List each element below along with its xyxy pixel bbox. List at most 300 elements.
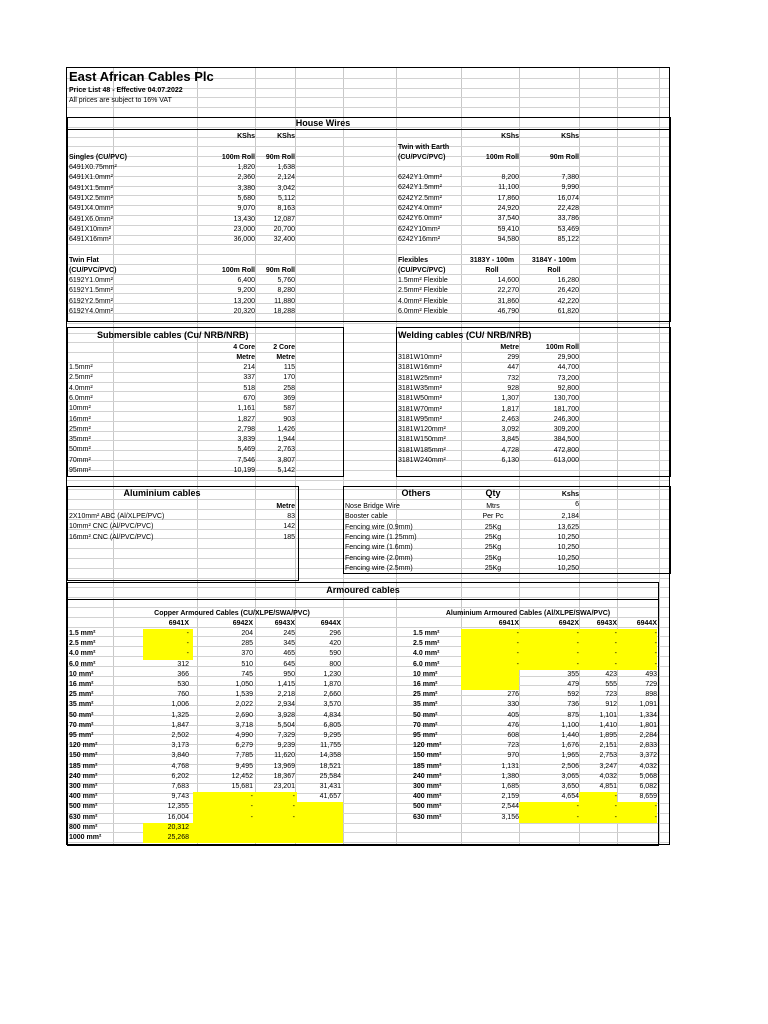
- welding-row-cell: 732: [507, 374, 519, 382]
- copper-column-header: 6943X: [274, 620, 295, 627]
- others-row-cell: Fencing wire (2.5mm): [345, 564, 413, 572]
- twin-earth-row-cell: 6242Y4.0mm²: [398, 204, 442, 212]
- price-list-sheet: [66, 67, 670, 845]
- copper-armoured-row-cell: 6,805: [323, 721, 341, 729]
- copper-armoured-row-cell: 41,657: [319, 793, 341, 801]
- singles-row-cell: 6491X1.5mm²: [69, 184, 113, 192]
- singles-row-cell: 6491X16mm²: [69, 236, 112, 244]
- copper-armoured-row-cell: -: [292, 813, 295, 821]
- submersible-row-cell: 95mm²: [69, 467, 91, 474]
- singles-row-cell: 3,380: [237, 184, 255, 192]
- twin-earth-label-2: (CU/PVC/PVC): [398, 154, 446, 161]
- submersible-row-cell: 25mm²: [69, 425, 91, 433]
- aluminium-row-cell: 16mm² CNC (Al/PVC/PVC): [69, 533, 154, 541]
- others-row-cell: 25Kg: [484, 544, 502, 552]
- aluminium-armoured-row-cell: 970: [507, 752, 519, 760]
- submersible-col-4core-unit: Metre: [236, 354, 255, 361]
- twin-flat-row-cell: 6192Y2.5mm²: [69, 297, 113, 305]
- aluminium-armoured-row-cell: 1,676: [561, 742, 579, 750]
- twin-earth-row-cell: 85,122: [557, 235, 579, 243]
- aluminium-armoured-row-cell: 1,965: [561, 752, 579, 760]
- flexibles-row-cell: 42,220: [557, 297, 579, 305]
- submersible-row-cell: 35mm²: [69, 436, 91, 444]
- copper-armoured-row-cell: 70 mm²: [69, 721, 94, 729]
- others-row-cell: Fencing wire (2.0mm): [345, 554, 413, 562]
- aluminium-armoured-row-cell: -: [654, 813, 657, 821]
- others-row-cell: Fencing wire (1.6mm): [345, 544, 413, 552]
- twin-earth-row-cell: 6242Y6.0mm²: [398, 215, 442, 223]
- copper-armoured-row-cell: 1,006: [171, 701, 189, 709]
- twin-earth-currency-1: KShs: [501, 133, 519, 140]
- twin-earth-row-cell: 24,920: [497, 204, 519, 212]
- welding-row-cell: 3181W35mm²: [398, 384, 442, 392]
- copper-armoured-row-cell: 9,495: [235, 762, 253, 770]
- aluminium-armoured-row-cell: 276: [507, 691, 519, 699]
- twin-earth-row-cell: 59,410: [497, 225, 519, 233]
- submersible-row-cell: 518: [243, 384, 255, 392]
- singles-row-cell: 6491X2.5mm²: [69, 194, 113, 202]
- vat-note: All prices are subject to 16% VAT: [69, 97, 172, 104]
- copper-armoured-row-cell: 5,504: [277, 721, 295, 729]
- aluminium-armoured-row-cell: 2.5 mm²: [413, 640, 440, 648]
- copper-armoured-row-cell: 3,173: [171, 742, 189, 750]
- welding-row-cell: 92,800: [557, 384, 579, 392]
- flexibles-row-cell: 46,790: [497, 307, 519, 315]
- aluminium-column-header: 6942X: [558, 620, 579, 627]
- submersible-row-cell: 258: [283, 384, 295, 392]
- submersible-row-cell: 10mm²: [69, 405, 91, 413]
- copper-armoured-row-cell: 6,279: [235, 742, 253, 750]
- welding-row-cell: 3181W240mm²: [398, 457, 446, 464]
- singles-row-cell: 13,430: [233, 215, 255, 223]
- flexibles-row-cell: 61,820: [557, 307, 579, 315]
- aluminium-armoured-row-cell: -: [654, 803, 657, 811]
- twin-flat-col-100m: 100m Roll: [221, 267, 255, 274]
- others-row-cell: 13,625: [557, 523, 579, 531]
- aluminium-armoured-row-cell: 1,131: [501, 762, 519, 770]
- copper-armoured-row-cell: 25,268: [167, 834, 189, 841]
- aluminium-armoured-row-cell: 8,659: [639, 793, 657, 801]
- aluminium-armoured-row-cell: -: [576, 640, 579, 648]
- copper-armoured-row-cell: 7,785: [235, 752, 253, 760]
- grid-row-line: [67, 323, 669, 324]
- copper-armoured-row-cell: -: [250, 803, 253, 811]
- welding-row-cell: 3181W95mm²: [398, 415, 442, 423]
- house-wires-title: House Wires: [295, 118, 351, 128]
- aluminium-armoured-row-cell: 723: [507, 742, 519, 750]
- submersible-row-cell: 587: [283, 405, 295, 413]
- singles-currency-1: KShs: [237, 133, 255, 140]
- copper-armoured-row-cell: 185 mm²: [69, 762, 98, 770]
- flexibles-row-cell: 31,860: [497, 297, 519, 305]
- singles-row-cell: 5,112: [278, 194, 295, 202]
- submersible-row-cell: 6.0mm²: [69, 394, 93, 402]
- aluminium-armoured-row-cell: 1.5 mm²: [413, 630, 440, 637]
- welding-row-cell: 44,700: [557, 364, 579, 372]
- aluminium-armoured-row-cell: 2,506: [561, 762, 579, 770]
- aluminium-armoured-row-cell: 423: [605, 670, 617, 678]
- aluminium-armoured-row-cell: 2,753: [599, 752, 617, 760]
- flexibles-col-3184y: 3184Y - 100m: [531, 257, 577, 264]
- copper-armoured-row-cell: 345: [283, 640, 295, 648]
- twin-earth-row-cell: 7,380: [561, 174, 579, 181]
- aluminium-armoured-row-cell: 723: [605, 691, 617, 699]
- copper-armoured-row-cell: 3,570: [323, 701, 341, 709]
- twin-earth-row-cell: 11,100: [498, 184, 519, 192]
- welding-row-cell: 4,728: [501, 446, 519, 454]
- twin-earth-row-cell: 33,786: [557, 215, 579, 223]
- copper-armoured-row-cell: 11,755: [320, 742, 341, 750]
- copper-armoured-row-cell: 16,004: [167, 813, 189, 821]
- aluminium-armoured-row-cell: -: [614, 813, 617, 821]
- company-name: East African Cables Plc: [69, 69, 214, 84]
- copper-armoured-row-cell: 300 mm²: [69, 783, 98, 790]
- twin-earth-col-100m: 100m Roll: [485, 154, 519, 161]
- copper-armoured-row-cell: 3,718: [235, 721, 253, 729]
- aluminium-armoured-row-cell: 300 mm²: [413, 783, 442, 790]
- submersible-row-cell: 5,469: [237, 446, 255, 454]
- aluminium-armoured-row-cell: -: [576, 650, 579, 658]
- copper-armoured-row-cell: 23,201: [273, 783, 295, 790]
- aluminium-armoured-row-cell: 630 mm²: [413, 813, 442, 821]
- aluminium-armoured-row-cell: 1,334: [639, 711, 657, 719]
- aluminium-armoured-row-cell: 2,833: [639, 742, 657, 750]
- twin-earth-row-cell: 22,428: [557, 204, 579, 212]
- aluminium-armoured-row-cell: 330: [507, 701, 519, 709]
- aluminium-row-cell: 10mm² CNC (Al/PVC/PVC): [69, 523, 154, 531]
- welding-col-roll: 100m Roll: [545, 344, 579, 351]
- aluminium-armoured-row-cell: -: [576, 813, 579, 821]
- copper-armoured-row-cell: 296: [329, 630, 341, 637]
- submersible-row-cell: 2,798: [237, 425, 255, 433]
- copper-armoured-row-cell: 12,355: [167, 803, 189, 811]
- aluminium-armoured-row-cell: 898: [645, 691, 657, 699]
- copper-armoured-row-cell: 35 mm²: [69, 701, 94, 709]
- twin-earth-row-cell: 6242Y2.5mm²: [398, 194, 442, 202]
- copper-armoured-row-cell: 25 mm²: [69, 691, 94, 699]
- others-row-cell: 25Kg: [484, 564, 502, 572]
- aluminium-armoured-row-cell: 2,544: [501, 803, 519, 811]
- aluminium-armoured-row-cell: 500 mm²: [413, 803, 442, 811]
- aluminium-armoured-row-cell: 1,380: [501, 772, 519, 780]
- copper-armoured-row-cell: 150 mm²: [69, 752, 98, 760]
- aluminium-armoured-row-cell: 729: [645, 681, 657, 688]
- twin-earth-row-cell: 16,074: [557, 194, 579, 202]
- twin-earth-row-cell: 94,580: [497, 235, 519, 243]
- submersible-row-cell: 170: [283, 374, 295, 382]
- aluminium-armoured-row-cell: 150 mm²: [413, 752, 442, 760]
- others-kshs-label: Kshs: [561, 491, 579, 498]
- others-row-cell: Nose Bridge Wire: [345, 503, 400, 510]
- copper-armoured-row-cell: 2,218: [277, 691, 295, 699]
- others-row-cell: 10,250: [557, 564, 579, 572]
- singles-row-cell: 23,000: [233, 225, 255, 233]
- twin-flat-row-cell: 9,200: [237, 287, 255, 295]
- flexibles-row-cell: 26,420: [557, 287, 579, 295]
- aluminium-armoured-row-cell: 4,032: [599, 772, 617, 780]
- twin-earth-row-cell: 6242Y16mm²: [398, 235, 441, 243]
- copper-armoured-row-cell: -: [250, 813, 253, 821]
- flexibles-col-3183y-unit: Roll: [485, 267, 499, 274]
- copper-armoured-title: Copper Armoured Cables (CU/XLPE/SWA/PVC): [154, 610, 310, 617]
- twin-earth-row-cell: 9,990: [561, 184, 579, 192]
- copper-armoured-row-cell: -: [292, 793, 295, 801]
- twin-earth-row-cell: 6242Y1.5mm²: [398, 184, 442, 192]
- copper-armoured-row-cell: 16 mm²: [69, 681, 94, 688]
- welding-row-cell: 181,700: [553, 405, 579, 413]
- flexibles-row-cell: 6.0mm² Flexible: [398, 307, 448, 315]
- copper-armoured-row-cell: 1,870: [323, 681, 341, 688]
- aluminium-col-metre: Metre: [276, 503, 295, 510]
- copper-armoured-row-cell: -: [186, 640, 189, 648]
- twin-earth-col-90m: 90m Roll: [549, 154, 579, 161]
- twin-earth-row-cell: 6242Y10mm²: [398, 225, 441, 233]
- submersible-row-cell: 115: [283, 364, 295, 371]
- submersible-row-cell: 1,161: [237, 405, 255, 413]
- aluminium-armoured-row-cell: 35 mm²: [413, 701, 438, 709]
- copper-armoured-row-cell: 18,367: [273, 772, 295, 780]
- flexibles-row-cell: 16,280: [557, 277, 579, 284]
- aluminium-armoured-row-cell: 1,801: [639, 721, 657, 729]
- aluminium-armoured-row-cell: -: [614, 650, 617, 658]
- aluminium-armoured-row-cell: 592: [567, 691, 579, 699]
- copper-armoured-row-cell: 760: [177, 691, 189, 699]
- singles-group-label: Singles (CU/PVC): [69, 154, 127, 161]
- copper-armoured-row-cell: 590: [329, 650, 341, 658]
- aluminium-armoured-row-cell: 355: [567, 670, 579, 678]
- flexibles-label-1: Flexibles: [398, 257, 428, 264]
- submersible-row-cell: 2,763: [277, 446, 295, 454]
- copper-armoured-row-cell: 312: [177, 660, 189, 668]
- singles-row-cell: 6491X6.0mm²: [69, 215, 113, 223]
- singles-row-cell: 2,360: [237, 174, 255, 182]
- twin-earth-row-cell: 17,860: [497, 194, 519, 202]
- aluminium-armoured-row-cell: -: [516, 640, 519, 648]
- flexibles-row-cell: 4.0mm² Flexible: [398, 297, 448, 305]
- submersible-row-cell: 70mm²: [69, 456, 91, 464]
- twin-flat-row-cell: 20,320: [233, 307, 255, 315]
- aluminium-armoured-row-cell: 912: [605, 701, 617, 709]
- singles-row-cell: 5,680: [237, 194, 255, 202]
- aluminium-armoured-row-cell: 6.0 mm²: [413, 660, 440, 668]
- submersible-row-cell: 3,807: [277, 456, 295, 464]
- singles-row-cell: 2,124: [277, 174, 295, 182]
- copper-armoured-row-cell: 510: [241, 660, 253, 668]
- flexibles-label-2: (CU/PVC/PVC): [398, 267, 446, 274]
- submersible-row-cell: 1,426: [277, 425, 295, 433]
- copper-armoured-row-cell: 2,660: [323, 691, 341, 699]
- aluminium-armoured-row-cell: 476: [507, 721, 519, 729]
- copper-armoured-row-cell: 4,834: [323, 711, 341, 719]
- copper-armoured-row-cell: 800 mm²: [69, 823, 98, 831]
- singles-row-cell: 32,400: [273, 236, 295, 244]
- twin-earth-label-1: Twin with Earth: [398, 144, 450, 151]
- copper-armoured-row-cell: 12,452: [231, 772, 253, 780]
- welding-row-cell: 3181W25mm²: [398, 374, 442, 382]
- copper-armoured-row-cell: 13,969: [273, 762, 295, 770]
- copper-armoured-row-cell: 50 mm²: [69, 711, 94, 719]
- aluminium-armoured-row-cell: 4,851: [599, 783, 617, 790]
- others-qty-label: Qty: [485, 488, 501, 498]
- submersible-col-4core: 4 Core: [233, 344, 255, 351]
- others-row-cell: 25Kg: [484, 533, 502, 541]
- aluminium-armoured-row-cell: -: [516, 630, 519, 637]
- copper-armoured-row-cell: 465: [283, 650, 295, 658]
- armoured-title: Armoured cables: [326, 585, 400, 595]
- singles-row-cell: 6491X4.0mm²: [69, 205, 113, 213]
- house-wires-box: [67, 117, 671, 322]
- welding-row-cell: 299: [507, 354, 519, 361]
- others-row-cell: Booster cable: [345, 513, 388, 521]
- copper-armoured-row-cell: 4.0 mm²: [69, 650, 96, 658]
- copper-armoured-row-cell: 15,681: [231, 783, 253, 790]
- others-header-value: 6: [575, 501, 579, 508]
- others-row-cell: Mtrs: [486, 503, 500, 510]
- aluminium-armoured-row-cell: 3,372: [639, 752, 657, 760]
- copper-armoured-row-cell: 2,934: [277, 701, 295, 709]
- aluminium-armoured-row-cell: 479: [567, 681, 579, 688]
- copper-armoured-row-cell: 366: [177, 670, 189, 678]
- copper-armoured-row-cell: 9,743: [171, 793, 189, 801]
- copper-armoured-row-cell: 1,847: [171, 721, 189, 729]
- copper-armoured-row-cell: 500 mm²: [69, 803, 98, 811]
- welding-row-cell: 447: [507, 364, 519, 372]
- welding-row-cell: 3181W70mm²: [398, 405, 442, 413]
- aluminium-armoured-row-cell: 3,156: [501, 813, 519, 821]
- submersible-row-cell: 1.5mm²: [69, 364, 93, 371]
- flexibles-col-3184y-unit: Roll: [547, 267, 561, 274]
- aluminium-armoured-row-cell: 1,895: [599, 732, 617, 739]
- copper-armoured-row-cell: 20,312: [167, 823, 189, 831]
- copper-armoured-row-cell: 1.5 mm²: [69, 630, 96, 637]
- copper-armoured-row-cell: 25,584: [319, 772, 341, 780]
- singles-row-cell: 8,163: [277, 205, 295, 213]
- others-row-cell: 2,184: [561, 513, 579, 521]
- copper-armoured-row-cell: 10 mm²: [69, 670, 94, 678]
- submersible-col-2core-unit: Metre: [276, 354, 295, 361]
- copper-armoured-row-cell: 1,415: [277, 681, 295, 688]
- aluminium-armoured-row-cell: 10 mm²: [413, 670, 438, 678]
- aluminium-armoured-row-cell: 16 mm²: [413, 681, 438, 688]
- submersible-row-cell: 670: [243, 394, 255, 402]
- welding-row-cell: 928: [507, 384, 519, 392]
- singles-col-100m: 100m Roll: [221, 154, 255, 161]
- copper-armoured-row-cell: 1,539: [235, 691, 253, 699]
- flexibles-row-cell: 14,600: [497, 277, 519, 284]
- aluminium-armoured-row-cell: -: [614, 793, 617, 801]
- aluminium-armoured-row-cell: 2,284: [639, 732, 657, 739]
- copper-armoured-row-cell: 14,358: [319, 752, 341, 760]
- singles-row-cell: 6491X10mm²: [69, 225, 112, 233]
- others-row-cell: Fencing wire (1.25mm): [345, 533, 417, 541]
- copper-armoured-row-cell: 95 mm²: [69, 732, 94, 739]
- welding-row-cell: 130,700: [553, 395, 579, 403]
- copper-armoured-row-cell: -: [250, 793, 253, 801]
- copper-armoured-row-cell: 7,329: [277, 732, 295, 739]
- twin-flat-row-cell: 13,200: [233, 297, 255, 305]
- submersible-row-cell: 10,199: [233, 467, 255, 474]
- copper-armoured-row-cell: 18,521: [319, 762, 341, 770]
- twin-flat-row-cell: 18,288: [273, 307, 295, 315]
- aluminium-armoured-row-cell: -: [654, 660, 657, 668]
- twin-flat-row-cell: 11,880: [274, 297, 295, 305]
- submersible-row-cell: 3,839: [237, 436, 255, 444]
- copper-armoured-row-cell: 1,230: [323, 670, 341, 678]
- aluminium-armoured-row-cell: -: [516, 650, 519, 658]
- singles-currency-2: KShs: [277, 133, 295, 140]
- copper-armoured-row-cell: 6,202: [171, 772, 189, 780]
- others-row-cell: Per Pc: [482, 513, 504, 521]
- copper-armoured-row-cell: 11,620: [274, 752, 295, 760]
- welding-row-cell: 384,500: [553, 436, 579, 444]
- submersible-row-cell: 50mm²: [69, 446, 91, 454]
- flexibles-row-cell: 22,270: [497, 287, 519, 295]
- aluminium-armoured-row-cell: 240 mm²: [413, 772, 442, 780]
- submersible-row-cell: 337: [243, 374, 255, 382]
- twin-earth-row-cell: 53,469: [557, 225, 579, 233]
- singles-row-cell: 3,042: [277, 184, 295, 192]
- welding-row-cell: 1,817: [501, 405, 519, 413]
- aluminium-armoured-row-cell: 405: [507, 711, 519, 719]
- aluminium-armoured-row-cell: 3,650: [561, 783, 579, 790]
- aluminium-armoured-row-cell: 185 mm²: [413, 762, 442, 770]
- copper-column-header: 6944X: [320, 620, 341, 627]
- aluminium-row-cell: 2X10mm² ABC (Al/XLPE/PVC): [69, 513, 165, 520]
- aluminium-armoured-row-cell: 6,082: [639, 783, 657, 790]
- copper-armoured-row-cell: 630 mm²: [69, 813, 98, 821]
- copper-armoured-row-cell: 120 mm²: [69, 742, 98, 750]
- submersible-row-cell: 1,944: [277, 436, 295, 444]
- aluminium-armoured-row-cell: 3,247: [599, 762, 617, 770]
- aluminium-armoured-row-cell: -: [614, 803, 617, 811]
- aluminium-armoured-row-cell: 25 mm²: [413, 691, 438, 699]
- copper-armoured-row-cell: 2,502: [171, 732, 189, 739]
- welding-row-cell: 3181W50mm²: [398, 395, 442, 403]
- aluminium-armoured-row-cell: -: [576, 630, 579, 637]
- singles-col-90m: 90m Roll: [265, 154, 295, 161]
- singles-row-cell: 12,087: [273, 215, 295, 223]
- submersible-col-2core: 2 Core: [273, 344, 295, 351]
- others-row-cell: 25Kg: [484, 523, 502, 531]
- copper-armoured-row-cell: 1,050: [235, 681, 253, 688]
- copper-armoured-row-cell: 400 mm²: [69, 793, 98, 801]
- copper-armoured-row-cell: 3,928: [277, 711, 295, 719]
- welding-row-cell: 6,130: [501, 457, 519, 464]
- copper-armoured-row-cell: -: [186, 650, 189, 658]
- aluminium-armoured-row-cell: 4,654: [561, 793, 579, 801]
- copper-armoured-row-cell: 3,840: [171, 752, 189, 760]
- twin-flat-label-2: (CU/PVC/PVC): [69, 267, 117, 274]
- twin-earth-row-cell: 37,540: [497, 215, 519, 223]
- house-wires-title-rule: [67, 129, 671, 130]
- copper-armoured-row-cell: 950: [283, 670, 295, 678]
- singles-row-cell: 6491X0.75mm²: [69, 164, 117, 171]
- copper-armoured-row-cell: 370: [241, 650, 253, 658]
- twin-flat-col-90m: 90m Roll: [265, 267, 295, 274]
- twin-flat-row-cell: 6192Y1.0mm²: [69, 277, 113, 284]
- welding-row-cell: 1,307: [501, 395, 519, 403]
- submersible-title: Submersible cables (Cu/ NRB/NRB): [97, 330, 249, 340]
- aluminium-armoured-row-cell: -: [614, 660, 617, 668]
- copper-column-header: 6941X: [168, 620, 189, 627]
- twin-earth-currency-2: KShs: [561, 133, 579, 140]
- copper-armoured-row-cell: 204: [241, 630, 253, 637]
- aluminium-armoured-row-cell: 608: [507, 732, 519, 739]
- copper-armoured-row-cell: 800: [329, 660, 341, 668]
- submersible-row-cell: 903: [283, 415, 295, 423]
- copper-column-header: 6942X: [232, 620, 253, 627]
- singles-row-cell: 20,700: [273, 225, 295, 233]
